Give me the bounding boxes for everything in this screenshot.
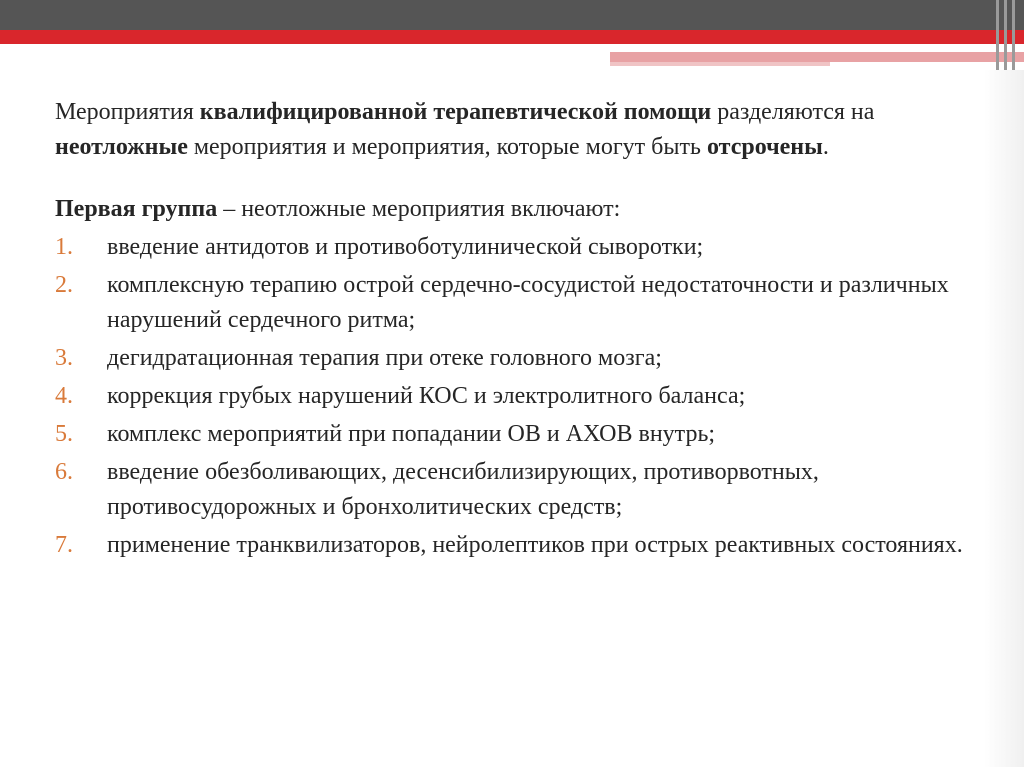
list-item — [55, 528, 985, 563]
intro-text-1: Мероприятия — [55, 99, 200, 125]
header-gray-stripes — [990, 0, 1024, 70]
list-item-number: 1. — [55, 234, 73, 260]
list-item-text: введение обезболивающих, десенсибилизирующих, противорвотных, противосудорожных и бронхолитических средств; — [107, 459, 819, 520]
list-item — [55, 230, 985, 265]
header-pink-line-secondary — [610, 62, 830, 66]
list-item-number: 4. — [55, 383, 73, 409]
intro-bold-3: отсрочены — [706, 134, 823, 160]
right-edge-shadow — [984, 70, 1024, 767]
list-item-text: комплексную терапию острой сердечно-сосудистой недостаточности и различных нарушений сердечного ритма; — [107, 272, 949, 333]
group-heading-bold: Первая группа — [55, 196, 218, 222]
list-item-number: 6. — [55, 459, 73, 485]
slide-body — [55, 95, 985, 566]
intro-text-3: мероприятия и мероприятия, которые могут быть — [187, 134, 707, 160]
intro-bold-2: неотложные — [55, 134, 188, 160]
intro-text-2: разделяются на — [711, 99, 875, 125]
list-item-text: коррекция грубых нарушений КОС и электролитного баланса; — [107, 383, 746, 409]
list-item-text: комплекс мероприятий при попадании ОВ и АХОВ внутрь; — [107, 421, 716, 447]
intro-text-4: . — [822, 134, 829, 160]
list-item-text: применение транквилизаторов, нейролептиков при острых реактивных состояниях. — [107, 532, 963, 558]
measures-list — [55, 230, 985, 563]
list-item-number: 3. — [55, 345, 73, 371]
header-pink-line — [610, 52, 1024, 62]
list-item — [55, 455, 985, 525]
header-gap — [0, 44, 1024, 46]
list-item-number: 5. — [55, 421, 73, 447]
list-item — [55, 341, 985, 376]
intro-paragraph — [55, 95, 985, 165]
list-item — [55, 268, 985, 338]
intro-bold-1: квалифицированной терапевтической помощи — [199, 99, 712, 125]
list-item — [55, 379, 985, 414]
list-item-number: 2. — [55, 272, 73, 298]
list-item-text: введение антидотов и противоботулинической сыворотки; — [107, 234, 704, 260]
header-dark-bar — [0, 0, 1024, 30]
group-heading — [55, 192, 985, 227]
list-item-number: 7. — [55, 532, 73, 558]
group-heading-rest: – неотложные мероприятия включают: — [217, 196, 621, 222]
header-red-line — [0, 30, 1024, 44]
list-item — [55, 417, 985, 452]
list-item-text: дегидратационная терапия при отеке головного мозга; — [107, 345, 662, 371]
